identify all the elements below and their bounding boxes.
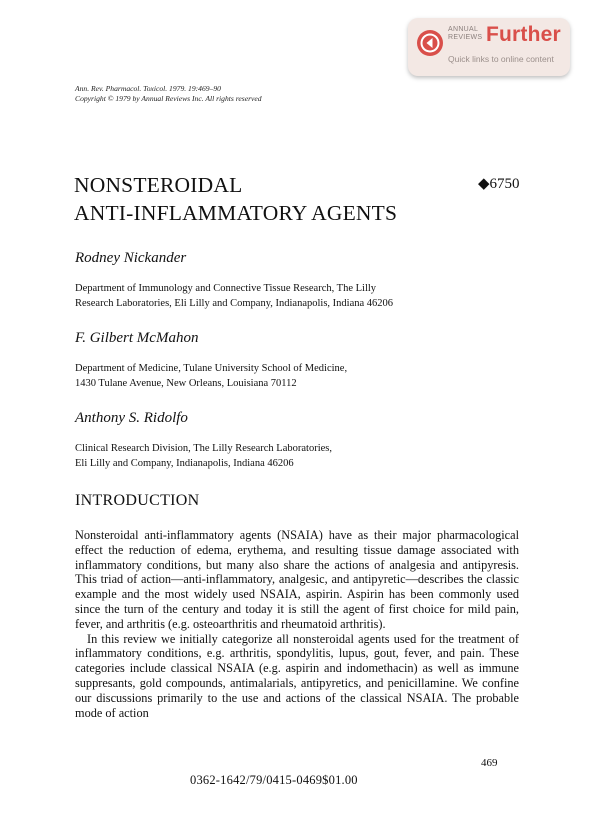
author-affiliation: Department of Medicine, Tulane University School of Medicine, 1430 Tulane Avenue, New Orleans, Louisiana 70112: [75, 363, 348, 389]
author-name: F. Gilbert McMahon: [75, 330, 199, 346]
page-number: 469: [481, 757, 498, 769]
quick-links-label[interactable]: Quick links to online content: [448, 54, 554, 64]
paragraph: In this review we initially categorize all nonsteroidal agents used for the treatment of inflammatory conditions, e.g. arthritis, spondylitis, lupus, gout, fever, and pain. These categories include classical NSAIA (e.g. aspirin and indomethacin) as well as immune suppresants, gold compounds, antimalarials, antipyretics, and penicillamine. We confine our discussions primarily to the use and actions of the classical NSAIA. The probable mode of action: [75, 631, 519, 720]
annual-reviews-further-badge[interactable]: [408, 18, 570, 76]
copyright-line: Copyright © 1979 by Annual Reviews Inc. All rights reserved: [75, 94, 262, 103]
author-name: Anthony S. Ridolfo: [75, 410, 188, 426]
paragraph: Nonsteroidal anti-inflammatory agents (NSAIA) have as their major pharmacological effect the reduction of edema, erythema, and resulting tissue damage associated with inflammatory conditions, but many also share the actions of analgesia and antipyresis. This triad of action—anti-inflammatory, analgesic, and antipyretic—describes the classic example and the most widely used NSAIA, aspirin. Aspirin has been commonly used since the turn of the century and today it is still the agent of first choice for mild pain, fever, and arthritis (e.g. osteoarthritis and rheumatoid arthritis).: [75, 528, 519, 631]
author-name: Rodney Nickander: [75, 250, 187, 266]
article-title: [74, 171, 397, 227]
annual-reviews-wordmark: ANNUAL REVIEWS: [448, 26, 483, 41]
article-code: ◆6750: [478, 176, 520, 192]
author-affiliation: Department of Immunology and Connective Tissue Research, The Lilly Research Laboratories, Eli Lilly and Company, Indianapolis, Indiana 46206: [75, 283, 394, 309]
annual-reviews-logo-icon: [416, 29, 444, 57]
author-affiliation: Clinical Research Division, The Lilly Research Laboratories, Eli Lilly and Company, Indianapolis, Indiana 46206: [75, 443, 332, 469]
body-text: [75, 528, 519, 720]
section-heading-introduction: INTRODUCTION: [75, 492, 200, 509]
journal-citation: Ann. Rev. Pharmacol. Toxicol. 1979. 19:469–90: [75, 84, 221, 93]
citation-header: [75, 84, 262, 104]
title-line-1: NONSTEROIDAL: [74, 173, 243, 197]
article-code-footer: 0362-1642/79/0415-0469$01.00: [190, 773, 358, 787]
further-label: Further: [486, 23, 561, 46]
title-line-2: ANTI-INFLAMMATORY AGENTS: [74, 201, 398, 225]
